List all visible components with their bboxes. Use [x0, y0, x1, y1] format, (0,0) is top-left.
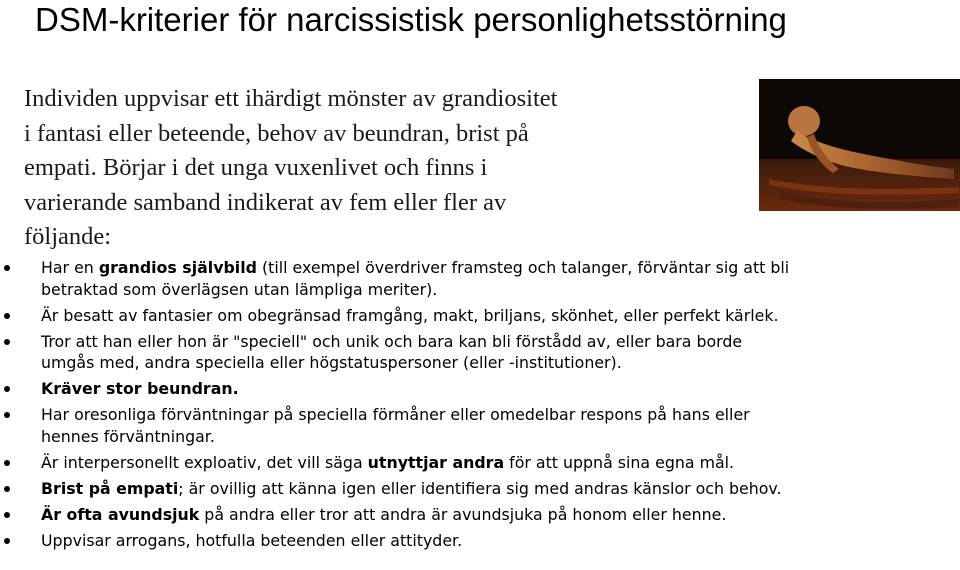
reclining-figure-photo [759, 79, 960, 211]
list-item: Är interpersonellt exploativ, det vill säga utnyttjar andra för att uppnå sina egna mål. [0, 452, 960, 474]
bullet-icon [4, 412, 10, 418]
bullet-icon [4, 386, 10, 392]
list-item: Har en grandios självbild (till exempel överdriver framsteg och talanger, förväntar sig att bli betraktad som överlägsen utan lämpliga meriter). [0, 257, 960, 300]
bullet-icon [4, 339, 10, 345]
list-item: Uppvisar arrogans, hotfulla beteenden eller attityder. [0, 530, 960, 552]
bullet-icon [4, 460, 10, 466]
emphasis: Kräver stor beundran. [41, 379, 239, 398]
list-item: Tror att han eller hon är "speciell" och unik och bara kan bli förstådd av, eller bara borde umgås med, andra speciella eller högstatuspersoner (eller -institutioner). [0, 331, 960, 374]
intro-line: empati. Börjar i det unga vuxenlivet och finns i [24, 154, 488, 181]
intro-line: i fantasi eller beteende, behov av beundran, brist på [24, 119, 529, 147]
emphasis: utnyttjar andra [367, 452, 505, 472]
bullet-icon [4, 486, 10, 492]
slide-title: DSM-kriterier för narcissistisk personlighetsstörning [35, 1, 787, 38]
list-item: Har oresonliga förväntningar på speciella förmåner eller omedelbar respons på hans eller hennes förväntningar. [0, 404, 960, 447]
emphasis: grandios självbild [98, 258, 257, 277]
photo-illustration [759, 79, 960, 211]
intro-line: varierande samband indikerat av fem eller fler av [24, 188, 507, 216]
list-item: Är besatt av fantasier om obegränsad framgång, makt, briljans, skönhet, eller perfekt kärlek. [0, 305, 960, 327]
bullet-icon [4, 265, 10, 271]
intro-line: Individen uppvisar ett ihärdigt mönster av grandiositet [24, 85, 558, 112]
bullet-icon [4, 512, 10, 518]
bullet-icon [4, 313, 10, 319]
intro-line: följande: [24, 223, 112, 250]
figure-head [788, 106, 820, 136]
list-item: Brist på empati; är ovillig att känna igen eller identifiera sig med andras känslor och behov. [0, 478, 960, 500]
bullet-icon [4, 538, 10, 544]
criteria-list [0, 257, 960, 556]
emphasis: Är ofta avundsjuk [41, 504, 200, 524]
emphasis: Brist på empati [41, 478, 179, 498]
intro-paragraph [24, 82, 754, 255]
list-item [0, 378, 960, 400]
list-item: Är ofta avundsjuk på andra eller tror att andra är avundsjuka på honom eller henne. [0, 504, 960, 526]
